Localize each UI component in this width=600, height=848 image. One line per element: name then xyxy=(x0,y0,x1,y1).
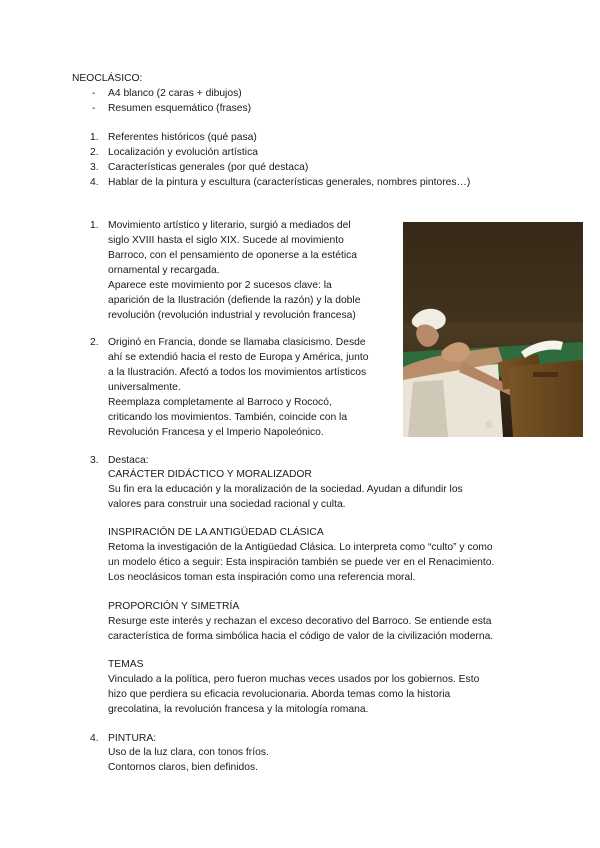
list-number: 1. xyxy=(90,132,99,143)
paragraph-line: Reemplaza completamente al Barroco y Rococó, xyxy=(108,397,332,408)
bullet-dash: - xyxy=(92,103,96,114)
list-number: 3. xyxy=(90,162,99,173)
paragraph-line: ahí se extendió hacia el resto de Europa y América, junto xyxy=(108,352,369,363)
paragraph-line: Revolución Francesa y el Imperio Napoleónico. xyxy=(108,427,324,438)
list-item: Resumen esquemático (frases) xyxy=(108,103,252,114)
paragraph-line: siglo XVIII hasta el siglo XIX. Sucede al movimiento xyxy=(108,235,344,246)
paragraph-line: grecolatina, la revolución francesa y la mitología romana. xyxy=(108,704,369,715)
subsection-heading: INSPIRACIÓN DE LA ANTIGÜEDAD CLÁSICA xyxy=(108,527,324,538)
section-number: 2. xyxy=(90,337,99,348)
subsection-heading: PROPORCIÓN Y SIMETRÍA xyxy=(108,601,240,612)
paragraph-line: Contornos claros, bien definidos. xyxy=(108,762,258,773)
section-title: Destaca: xyxy=(108,455,149,466)
list-number: 4. xyxy=(90,177,99,188)
subsection-heading: TEMAS xyxy=(108,659,144,670)
paragraph-line: hizo que perdiera su eficacia revolucionaria. Aborda temas como la historia xyxy=(108,689,451,700)
paragraph-line: a la Ilustración. Afectó a todos los movimientos artísticos xyxy=(108,367,367,378)
paragraph-line: Movimiento artístico y literario, surgió a mediados del xyxy=(108,220,351,231)
paragraph-line: característica de forma simbólica hacia el código de valor de la civilización moderna. xyxy=(108,631,494,642)
paragraph-line: criticando los movimientos. También, coincide con la xyxy=(108,412,348,423)
list-item: Hablar de la pintura y escultura (características generales, nombres pintores…) xyxy=(108,177,471,188)
paragraph-line: valores para construir una sociedad racional y culta. xyxy=(108,499,346,510)
paragraph-line: Vinculado a la política, pero fueron muchas veces usados por los gobiernos. Esto xyxy=(108,674,480,685)
section-number: 4. xyxy=(90,733,99,744)
list-item: Localización y evolución artística xyxy=(108,147,258,158)
paragraph-line: Uso de la luz clara, con tonos fríos. xyxy=(108,747,269,758)
section-title: PINTURA: xyxy=(108,733,157,744)
subsection-heading: CARÁCTER DIDÁCTICO Y MORALIZADOR xyxy=(108,469,312,480)
paragraph-line: ornamental y recargada. xyxy=(108,265,220,276)
paragraph-line: Aparece este movimiento por 2 sucesos clave: la xyxy=(108,280,332,291)
paragraph-line: Resurge este interés y rechazan el exceso decorativo del Barroco. Se entiende esta xyxy=(108,616,492,627)
paragraph-line: Retoma la investigación de la Antigüedad Clásica. Lo interpreta como “culto” y como xyxy=(108,542,493,553)
paragraph-line: Los neoclásicos toman esta inspiración como una referencia moral. xyxy=(108,572,416,583)
list-item: A4 blanco (2 caras + dibujos) xyxy=(108,88,242,99)
list-item: Características generales (por qué destaca) xyxy=(108,162,309,173)
section-number: 1. xyxy=(90,220,99,231)
paragraph-line: Su fin era la educación y la moralización de la sociedad. Ayudan a difundir los xyxy=(108,484,463,495)
paragraph-line: universalmente. xyxy=(108,382,181,393)
painting-image xyxy=(403,222,583,437)
paragraph-line: Originó en Francia, donde se llamaba clasicismo. Desde xyxy=(108,337,366,348)
paragraph-line: revolución (revolución industrial y revolución francesa) xyxy=(108,310,356,321)
list-number: 2. xyxy=(90,147,99,158)
bullet-dash: - xyxy=(92,88,96,99)
list-item: Referentes históricos (qué pasa) xyxy=(108,132,257,143)
document-title: NEOCLÁSICO: xyxy=(72,73,143,84)
section-number: 3. xyxy=(90,455,99,466)
paragraph-line: Barroco, con el pensamiento de oponerse a la estética xyxy=(108,250,357,261)
paragraph-line: un modelo ético a seguir: Esta inspiración también se puede ver en el Renacimiento. xyxy=(108,557,495,568)
paragraph-line: aparición de la Ilustración (defiende la razón) y la doble xyxy=(108,295,361,306)
